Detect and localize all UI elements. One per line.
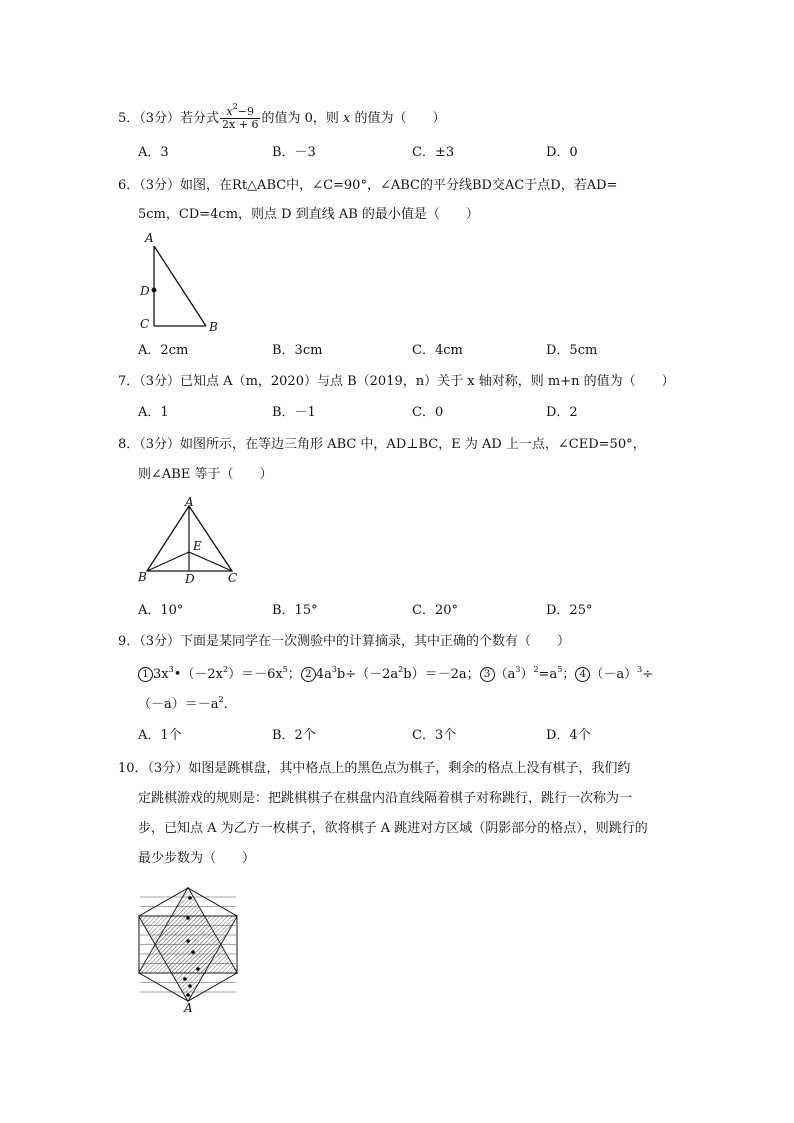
label-c: C <box>228 571 238 585</box>
checker-piece <box>191 950 195 954</box>
q5-option-a: A．3 <box>138 145 169 160</box>
q9-stem: 9．（3分）下面是某同学在一次测验中的计算摘录，其中正确的个数有（ ） <box>118 634 571 649</box>
circled-number-3: 3 <box>480 667 495 682</box>
checker-piece <box>186 993 190 997</box>
circled-number-2: 2 <box>301 667 316 682</box>
q8-option-c: C．20° <box>412 603 458 618</box>
label-d: D <box>140 284 150 298</box>
q6-option-b: B．3cm <box>272 343 323 358</box>
q9-expressions-cont: $(-a)=-a^2$. <box>138 695 228 712</box>
q8-option-b: B．15° <box>272 603 318 618</box>
label-b: B <box>209 320 218 334</box>
checker-piece <box>186 939 190 943</box>
q10-stem-line2: 定跳棋游戏的规则是：把跳棋棋子在棋盘内沿直线隔着棋子对称跳行，跳行一次称为一 <box>138 791 633 806</box>
q10-stem-line3: 步，已知点 A 为乙方一枚棋子，欲将棋子 A 跳进对方区域（阴影部分的格点），则跳行的 <box>138 821 648 836</box>
q9-option-a: A．1个 <box>138 728 182 743</box>
q8-stem-line2: 则∠ABE 等于（ ） <box>138 467 273 482</box>
circled-number-4: 4 <box>575 667 590 682</box>
q9-expressions: 1 $3x^3•(-2x^2)=-6x^5$； 2 $4a^3b\div(-2a^2b)=-2a$； 3 $(a^3)^2=a^5$； 4 $(-a)^3\div$ <box>138 666 653 684</box>
label-a: A <box>185 495 194 509</box>
q10-stem-line4: 最少步数为（ ） <box>138 851 256 866</box>
q6-triangle-figure <box>130 228 230 338</box>
q7-option-c: C．0 <box>412 405 444 420</box>
q8-stem-line1: 8．（3分）如图所示，在等边三角形 ABC 中，AD⊥BC，E 为 AD 上一点，∠CED=50°， <box>118 437 646 452</box>
checker-piece <box>196 967 200 971</box>
label-d: D <box>185 572 195 586</box>
q5-option-d: D．0 <box>546 145 578 160</box>
checker-piece <box>186 916 190 920</box>
q6-option-c: C．4cm <box>412 343 463 358</box>
checker-piece <box>188 984 192 988</box>
q5-fraction: $\frac{x^2-9}{2x + 6}$ <box>222 102 259 131</box>
q7-option-a: A．1 <box>138 405 169 420</box>
q5-option-c: C．±3 <box>412 145 455 160</box>
checker-piece <box>188 896 192 900</box>
checker-piece <box>183 977 187 981</box>
q6-stem-line2: 5cm，CD=4cm，则点 D 到直线 AB 的最小值是（ ） <box>138 207 479 222</box>
q10-stem-line1: 10．（3分）如图是跳棋盘，其中格点上的黑色点为棋子，剩余的格点上没有棋子，我们约 <box>118 761 631 776</box>
point-d-dot <box>152 288 157 293</box>
q6-option-d: D．5cm <box>546 343 598 358</box>
q5-lead: 5．（3分）若分式 <box>118 111 220 126</box>
q8-option-d: D．25° <box>546 603 593 618</box>
circled-number-1: 1 <box>138 667 153 682</box>
q7-stem: 7．（3分）已知点 A（m，2020）与点 B（2019，n）关于 x 轴对称，则 m+n 的值为（ ） <box>118 374 675 389</box>
label-a: A <box>145 231 154 245</box>
label-b: B <box>138 570 147 584</box>
q7-option-b: B．－1 <box>272 405 316 420</box>
q9-option-b: B．2个 <box>272 728 316 743</box>
chinese-checkers-board-figure <box>132 880 244 1015</box>
q6-stem-line1: 6．（3分）如图，在Rt△ABC中，∠C=90°，∠ABC的平分线BD交AC于点D，若AD= <box>118 178 618 193</box>
q6-option-a: A．2cm <box>138 343 189 358</box>
q8-option-a: A．10° <box>138 603 184 618</box>
q5-option-b: B．－3 <box>272 145 316 160</box>
label-c: C <box>140 317 150 331</box>
q8-triangle-figure <box>130 494 250 590</box>
q5-stem: 5．（3分）若分式 $\frac{x^2-9}{2x + 6}$ 的值为 0，则 x 的值为（ ） <box>118 102 446 131</box>
q7-option-d: D．2 <box>546 405 578 420</box>
label-e: E <box>193 539 202 553</box>
label-a: A <box>184 1001 193 1015</box>
q9-option-d: D．4个 <box>546 728 591 743</box>
q9-option-c: C．3个 <box>412 728 457 743</box>
